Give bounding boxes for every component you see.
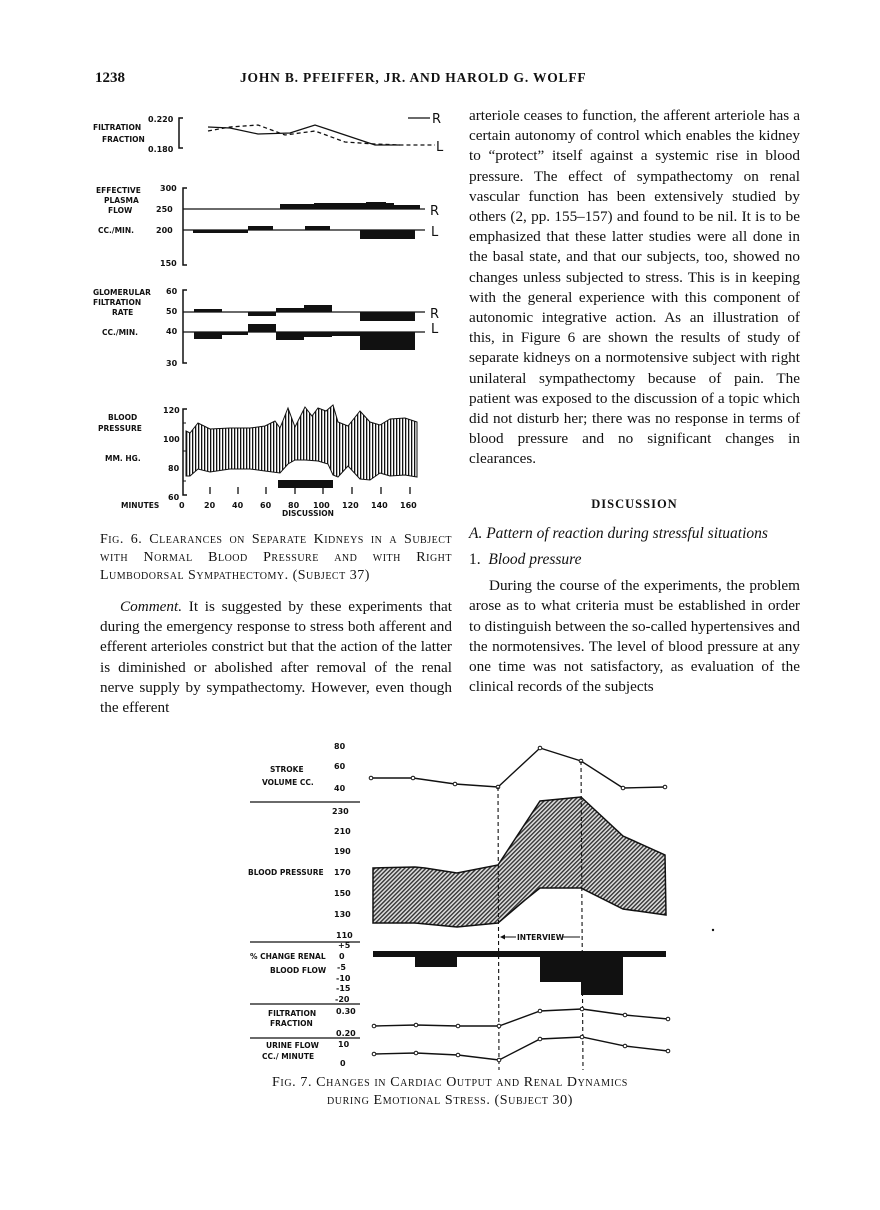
svg-text:80: 80 [334, 742, 346, 751]
svg-text:RATE: RATE [112, 308, 134, 317]
svg-text:200: 200 [156, 226, 173, 235]
figure-7-caption-line-2: during Emotional Stress. (Subject 30) [326, 1093, 574, 1108]
svg-text:PRESSURE: PRESSURE [98, 424, 142, 433]
epf-panel [96, 184, 439, 268]
svg-text:R: R [432, 112, 442, 127]
figure-6-caption: Fig. 6. Clearances on Separate Kidneys in a Subject with Normal Blood Pressure and with Right Lumbodorsal Sympathectomy. (Subject 37) [100, 532, 452, 583]
svg-text:150: 150 [334, 889, 351, 898]
subsection-1-heading [469, 550, 800, 570]
svg-text:40: 40 [232, 501, 244, 510]
svg-text:60: 60 [166, 287, 178, 296]
figure-7-caption-line-1: Fig. 7. Changes in Cardiac Output and Renal Dynamics [272, 1075, 628, 1090]
svg-text:CC./ MINUTE: CC./ MINUTE [262, 1052, 315, 1061]
bp-panel [98, 405, 417, 518]
svg-text:BLOOD PRESSURE: BLOOD PRESSURE [248, 868, 324, 877]
figure-6-chart [90, 105, 460, 525]
svg-text:L: L [431, 322, 439, 337]
svg-text:DISCUSSION: DISCUSSION [282, 509, 334, 518]
svg-text:120: 120 [342, 501, 359, 510]
svg-text:-20: -20 [335, 995, 350, 1004]
svg-text:STROKE: STROKE [270, 765, 304, 774]
svg-text:VOLUME CC.: VOLUME CC. [262, 778, 314, 787]
svg-text:GLOMERULAR: GLOMERULAR [93, 288, 151, 297]
svg-text:BLOOD FLOW: BLOOD FLOW [270, 966, 327, 975]
svg-text:L: L [436, 140, 444, 155]
svg-text:80: 80 [288, 501, 300, 510]
svg-text:+5: +5 [338, 941, 351, 950]
svg-text:0: 0 [340, 1059, 346, 1068]
svg-text:60: 60 [168, 493, 180, 502]
svg-text:URINE FLOW: URINE FLOW [266, 1041, 319, 1050]
comment-text: It is suggested by these experiments that during the emergency response to stress both afferent and efferent arterioles constrict but that the action of the latter is diminished or abolished after removal of the renal nerve supply by sympathectomy. However, even though the efferent [100, 598, 452, 717]
svg-text:40: 40 [334, 784, 346, 793]
svg-text:0.180: 0.180 [148, 145, 174, 154]
svg-text:FRACTION: FRACTION [102, 135, 145, 144]
svg-text:20: 20 [204, 501, 216, 510]
svg-text:60: 60 [334, 762, 346, 771]
svg-text:PLASMA: PLASMA [104, 196, 139, 205]
gfr-panel [93, 287, 439, 368]
svg-text:FILTRATION: FILTRATION [93, 298, 142, 307]
subsection-number: 1. [469, 551, 481, 569]
page-number: 1238 [95, 70, 125, 86]
svg-text:80: 80 [168, 464, 180, 473]
svg-text:0.30: 0.30 [336, 1007, 356, 1016]
svg-text:110: 110 [336, 931, 353, 940]
figure-7-chart [240, 735, 720, 1070]
comment-lead: Comment. [120, 598, 183, 615]
svg-text:170: 170 [334, 868, 351, 877]
left-column-text [100, 597, 452, 718]
svg-text:300: 300 [160, 184, 177, 193]
svg-text:-15: -15 [336, 984, 351, 993]
svg-text:190: 190 [334, 847, 351, 856]
svg-text:140: 140 [371, 501, 388, 510]
figure-7-caption [240, 1074, 660, 1110]
paragraph-1: arteriole ceases to function, the afferent arteriole has a certain autonomy of control which enables the kidney to “protect” itself against a systemic rise in blood pressure. The effect of sympathectomy on renal vascular function has been extensively studied by others (2, pp. 155–157) and found to be nil. It is to be emphasized that these latter studies were all done in the basal state, and that our subjects, too, showed no changes unless subjected to stress. This is in keeping with the general experience with this component of autonomic integrative action. As an illustration of this, in Figure 6 are shown the results of study of separate kidneys on a normotensive subject with right unilateral sympathectomy because of pain. The patient was exposed to the discussion of a topic which did not disturb her; there was no response in terms of blood pressure and no significant changes in clearances. [469, 107, 800, 468]
svg-text:130: 130 [334, 910, 351, 919]
svg-text:MM. HG.: MM. HG. [105, 454, 141, 463]
svg-text:160: 160 [400, 501, 417, 510]
svg-text:R: R [430, 204, 440, 219]
running-title: JOHN B. PFEIFFER, JR. AND HAROLD G. WOLFF [240, 70, 587, 85]
right-column-text [469, 106, 800, 697]
svg-text:150: 150 [160, 259, 177, 268]
svg-text:INTERVIEW: INTERVIEW [517, 933, 565, 942]
section-heading: DISCUSSION [591, 496, 678, 511]
svg-text:FILTRATION: FILTRATION [268, 1009, 317, 1018]
ff-panel [93, 112, 444, 155]
svg-text:0.20: 0.20 [336, 1029, 356, 1038]
svg-text:0: 0 [179, 501, 185, 510]
svg-text:250: 250 [156, 205, 173, 214]
svg-text:210: 210 [334, 827, 351, 836]
svg-text:MINUTES: MINUTES [121, 501, 160, 510]
svg-text:30: 30 [166, 359, 178, 368]
svg-text:60: 60 [260, 501, 272, 510]
paragraph-2: During the course of the experiments, the problem arose as to what criteria must be established in order to distinguish between the so-called hypertensives and the normotensives. The level of blood pressure at any one time was not satisfactory, as evaluation of the clinical records of the subjects [469, 577, 800, 696]
svg-text:230: 230 [332, 807, 349, 816]
svg-text:R: R [430, 307, 440, 322]
x-tick-marks [210, 487, 410, 494]
svg-text:120: 120 [163, 406, 180, 415]
subsection-a-heading: A. Pattern of reaction during stressful situations [469, 524, 768, 542]
svg-text:% CHANGE RENAL: % CHANGE RENAL [250, 952, 326, 961]
svg-text:FILTRATION: FILTRATION [93, 123, 142, 132]
svg-text:10: 10 [338, 1040, 350, 1049]
svg-text:40: 40 [166, 327, 178, 336]
svg-text:-5: -5 [337, 963, 346, 972]
svg-text:50: 50 [166, 307, 178, 316]
svg-text:CC./MIN.: CC./MIN. [102, 328, 138, 337]
svg-text:0.220: 0.220 [148, 115, 174, 124]
svg-text:100: 100 [313, 501, 330, 510]
svg-text:L: L [431, 225, 439, 240]
svg-text:0: 0 [339, 952, 345, 961]
subsection-title: Blood pressure [488, 551, 582, 569]
svg-text:-10: -10 [336, 974, 351, 983]
svg-text:CC./MIN.: CC./MIN. [98, 226, 134, 235]
svg-text:100: 100 [163, 435, 180, 444]
svg-text:FLOW: FLOW [108, 206, 133, 215]
svg-text:FRACTION: FRACTION [270, 1019, 313, 1028]
svg-text:EFFECTIVE: EFFECTIVE [96, 186, 141, 195]
svg-text:BLOOD: BLOOD [108, 413, 138, 422]
